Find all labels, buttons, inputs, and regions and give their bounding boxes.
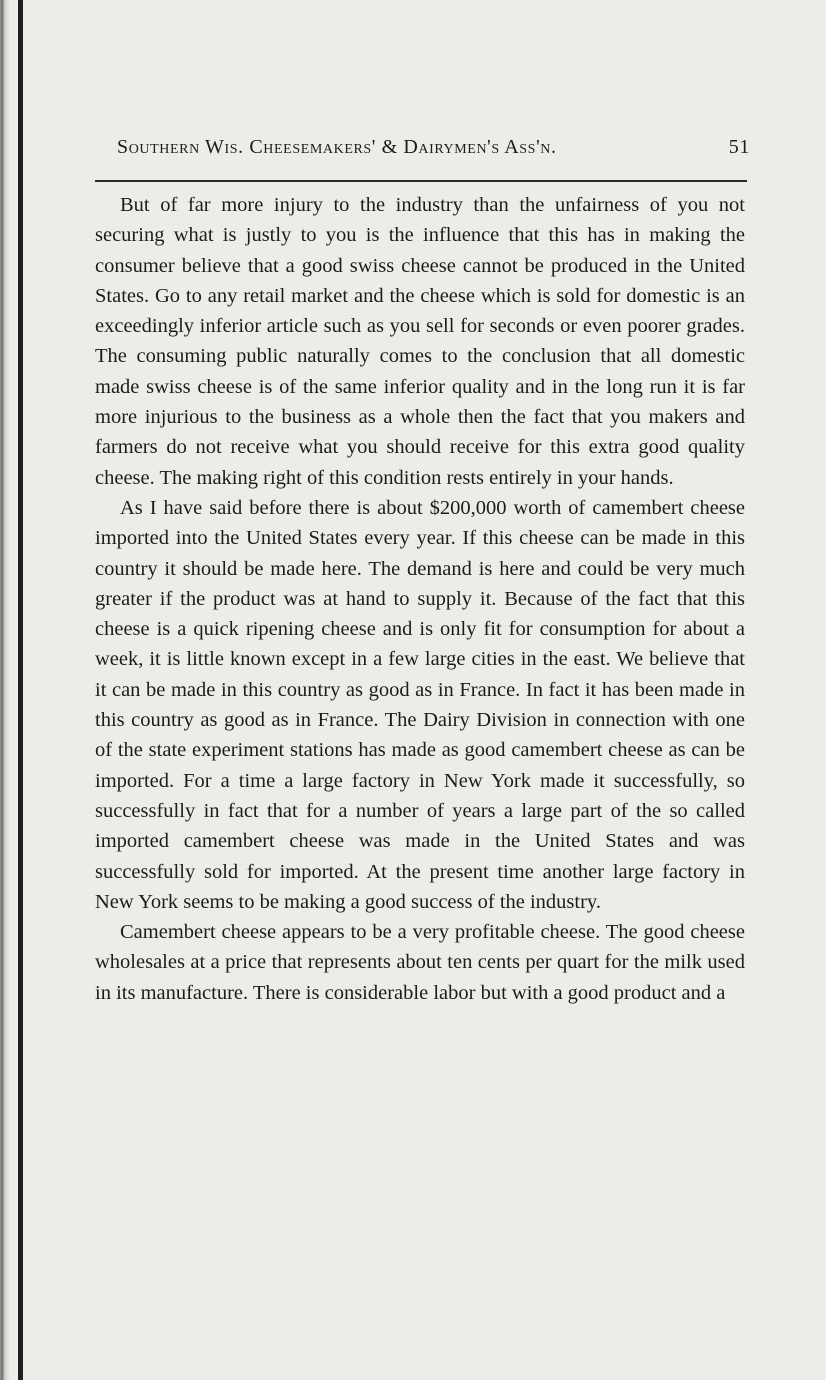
running-title: Southern Wis. Cheesemakers' & Dairymen's Ass'n. bbox=[117, 136, 557, 158]
paragraph: As I have said before there is about $200,000 worth of camembert cheese imported into the United States every year. If this cheese can be made in this country it should be made here. The demand is here and could be very much greater if the product was at hand to supply it. Because of the fact that this cheese is a quick ripening cheese and is only fit for consumption for about a week, it is little known except in a few large cities in the east. We believe that it can be made in this country as good as in France. In fact it has been made in this country as good as in France. The Dairy Division in connection with one of the state experiment stations has made as good camembert cheese as can be imported. For a time a large factory in New York made it successfully, so successfully in fact that for a number of years a large part of the so called imported camembert cheese was made in the United States and was successfully sold for imported. At the present time another large factory in New York seems to be making a good success of the industry. bbox=[95, 496, 745, 913]
paragraph: Camembert cheese appears to be a very profitable cheese. The good cheese wholesales at a price that represents about ten cents per quart for the milk used in its manufacture. There is considerable labor but with a good product and a bbox=[95, 921, 745, 1004]
page-number: 51 bbox=[728, 136, 750, 158]
body-text bbox=[95, 190, 745, 1008]
binding-edge bbox=[18, 0, 23, 1380]
header-rule bbox=[95, 180, 747, 182]
paragraph: But of far more injury to the industry than the unfairness of you not securing what is justly to you is the influence that this has in making the consumer believe that a good swiss cheese cannot be produced in the United States. Go to any retail market and the cheese which is sold for domestic is an exceedingly inferior article such as you sell for seconds or even poorer grades. The consuming public naturally comes to the conclusion that all domestic made swiss cheese is of the same inferior quality and in the long run it is far more injurious to the business as a whole then the fact that you makers and farmers do not receive what you should receive for this extra good quality cheese. The making right of this condition rests entirely in your hands. bbox=[95, 194, 745, 489]
book-spine-shadow bbox=[0, 0, 10, 1380]
running-header bbox=[117, 136, 750, 159]
